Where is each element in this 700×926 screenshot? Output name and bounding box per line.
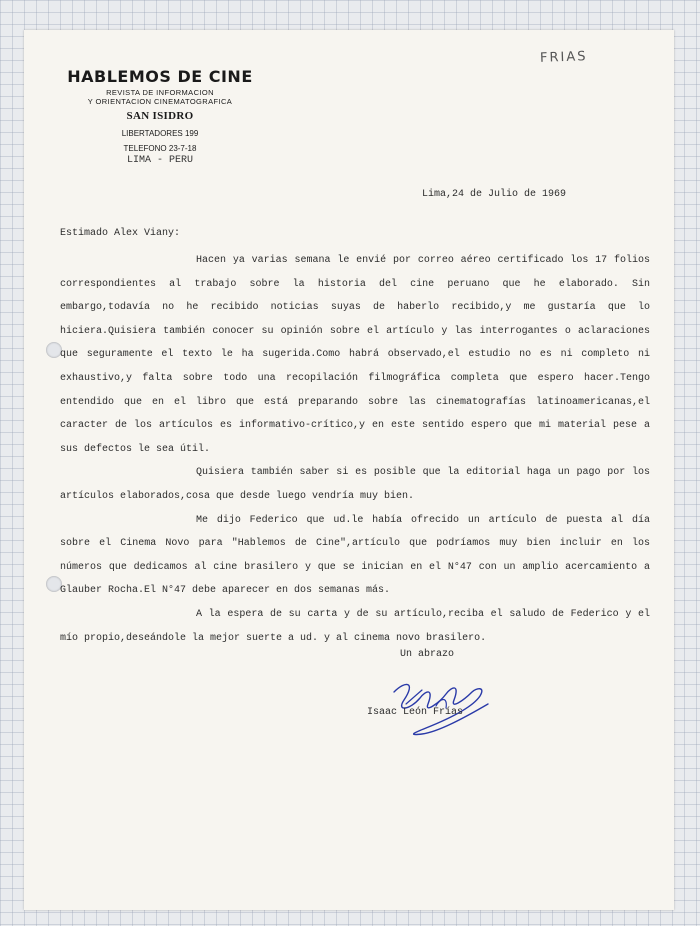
handwritten-annotation: FRIAS <box>539 49 588 66</box>
letter-greeting: Estimado Alex Viany: <box>60 228 181 239</box>
body-paragraph-2: Quisiera también saber si es posible que la editorial haga un pago por los artículos elaborados,cosa que desde luego vendría muy bien. <box>60 467 650 502</box>
letterhead-city: SAN ISIDRO <box>126 110 194 122</box>
letter-date: Lima,24 de Julio de 1969 <box>422 189 567 200</box>
letterhead-address: LIBERTADORES 199 <box>121 129 199 138</box>
letterhead-title: HABLEMOS DE CINE <box>67 67 253 86</box>
body-paragraph-3: Me dijo Federico que ud.le había ofrecido un artículo de puesta al día sobre el Cinema Novo para "Hablemos de Cine",artículo que podríamos muy bien incluir en los números que dedicamos al cine brasilero y que se inician en el N°47 con un amplio acercamiento a Glauber Rocha.El N°47 debe aparecer en dos semanas más. <box>60 514 650 597</box>
letterhead-subtitle-1: REVISTA DE INFORMACION <box>106 88 214 97</box>
letterhead-phone: TELEFONO 23-7-18 <box>123 144 197 153</box>
letterhead-subtitle-2: Y ORIENTACION CINEMATOGRAFICA <box>87 97 233 106</box>
body-paragraph-1: Hacen ya varias semana le envié por correo aéreo certificado los 17 folios correspondientes al trabajo sobre la historia del cine peruano que he elaborado. Sin embargo,todavía no he recibido noticias suyas de haberlo recibido,y me gustaría que lo hiciera.Quisiera también conocer su opinión sobre el artículo y las interrogantes o aclaraciones que seguramente el texto le ha sugerida.Como habrá observado,el estudio no es ni completo ni exhaustivo,y falta sobre todo una recopilación filmográfica completa que espero hacer.Tengo entendido que en el libro que está preparando sobre las cinematografías latinoamericanas,el caracter de los artículos es informativo-crítico,y en este sentido espero que mi material pese a sus defectos le sea útil. <box>60 255 650 455</box>
letterhead-country: LIMA - PERU <box>126 155 193 166</box>
letter-body <box>60 249 650 650</box>
body-paragraph-4: A la espera de su carta y de su artículo,reciba el saludo de Federico y el mío propio,deseándole la mejor suerte a ud. y al cinema novo brasilero. <box>60 608 650 644</box>
letter-closing: Un abrazo <box>400 649 455 660</box>
signer-name: Isaac León Frías <box>367 707 464 718</box>
letter-sheet <box>24 30 674 910</box>
